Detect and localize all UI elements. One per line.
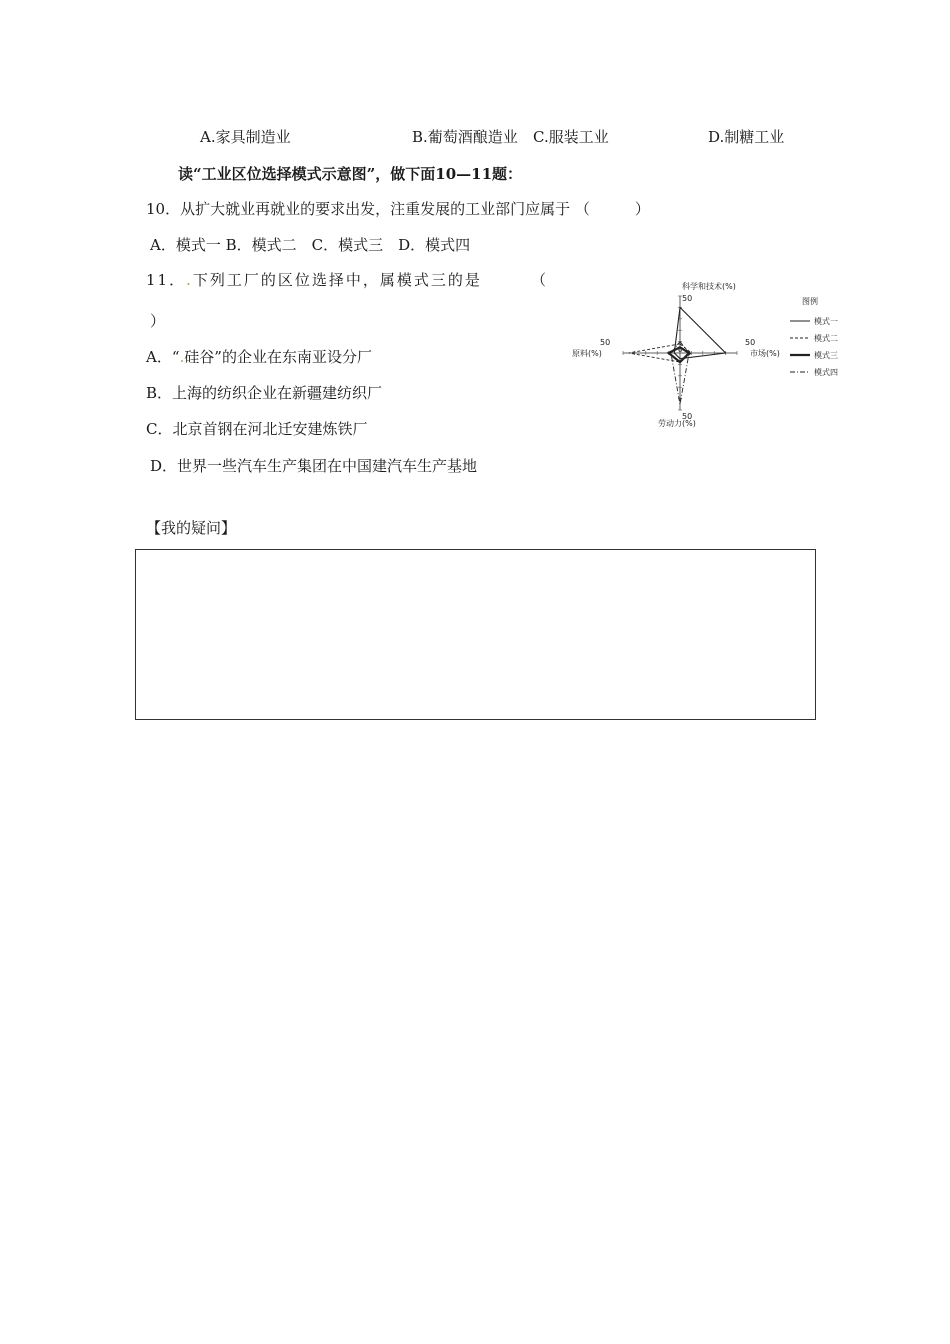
axis-label-left: 原料(%) [572,349,602,358]
section-intro: 读“工业区位选择模式示意图”，做下面10—11题： [178,165,523,183]
axis-label-right: 市场(%) [750,349,780,358]
q11-option-a [146,347,372,367]
legend-label-3: 模式三 [814,351,838,360]
tick-label-right: 50 [745,338,756,347]
q10-options: A．模式一 B．模式二 C．模式三 D．模式四 [150,236,471,254]
industrial-location-radar-chart [570,276,860,436]
q9-option-d: D.制糖工业 [708,128,785,146]
q11-stem-line [146,270,482,290]
legend [790,316,838,377]
q9-option-a: A.家具制造业 [200,128,291,146]
tick-label-bottom: 50 [682,412,693,421]
legend-label-1: 模式一 [814,317,838,326]
q11-option-b: B．上海的纺织企业在新疆建纺织厂 [146,384,383,402]
doubt-title: 【我的疑问】 [146,519,237,537]
axis-label-top: 科学和技术(%) [682,282,736,291]
mark-dot: . [179,348,185,366]
tick-label-left: 50 [600,338,611,347]
legend-label-2: 模式二 [814,334,838,343]
q11-option-d: D．世界一些汽车生产集团在中国建汽车生产基地 [150,457,478,475]
q11-option-a-text: 硅谷”的企业在东南亚设分厂 [184,348,372,366]
tick-label-top: 50 [682,294,693,303]
q9-option-b: B.葡萄酒酿造业 [412,128,518,146]
mark-dot: . [186,271,193,289]
q11-paren-open: （ [531,271,547,289]
legend-title: 图例 [802,297,818,306]
q11-paren-close: ） [150,312,166,330]
q11-option-a-prefix: A．“ [146,348,180,366]
q11-option-c: C．北京首钢在河北迁安建炼铁厂 [146,420,368,438]
tick-label-center: 0 [678,346,683,354]
radar-series [629,307,726,404]
legend-label-4: 模式四 [814,368,838,377]
q10-stem: 10．从扩大就业再就业的要求出发，注重发展的工业部门应属于 （ ） [146,200,650,218]
doubt-writing-box[interactable] [135,549,816,720]
q11-stem: 下列工厂的区位选择中，属模式三的是 [192,271,482,289]
q9-option-c: C.服装工业 [533,128,609,146]
axis-label-bottom: 劳动力(%) [658,419,696,428]
q11-number: 11． [146,271,187,289]
